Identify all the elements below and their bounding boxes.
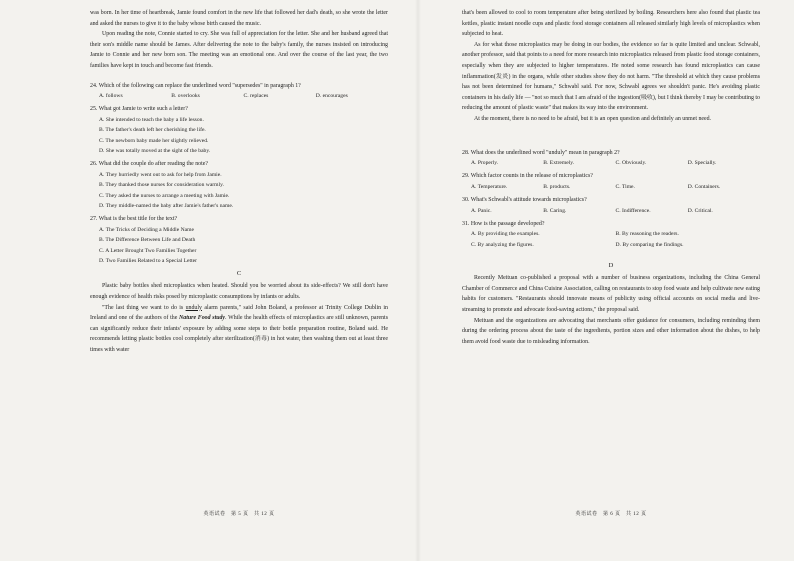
option-b[interactable]: B. By reasoning the readers.	[615, 231, 679, 238]
page-footer: 英语试卷 第 5 页 共 12 页	[203, 512, 275, 517]
question-31	[462, 219, 760, 250]
question-stem: 30. What's Schwabl's attitude towards microplastics?	[462, 197, 587, 204]
question-stem: 27. What is the best title for the text?	[90, 216, 178, 223]
text-segment: alarm parents," said John Boland, a professor at Trinity College Dublin in Ireland and one of the authors of the	[90, 304, 388, 322]
option-c[interactable]: C. They asked the nurses to arrange a meeting with Jamie.	[99, 192, 230, 199]
question-stem: 31. How is the passage developed?	[462, 220, 545, 227]
question-29	[462, 171, 760, 192]
options-row	[462, 240, 760, 250]
option-b[interactable]: B. Extremely.	[543, 159, 575, 166]
option-a[interactable]: A. They hurriedly went out to ask for help from Jamie.	[99, 171, 222, 178]
passage-c-cont-paragraph-1: that's been allowed to cool to room temperature after being sterilized by boiling. Researchers here also found that plastic tea kettles, plastic instant noodle cups and plastic food storage containers all released similarly high levels of microplastics when subjected to heat.	[462, 10, 760, 38]
question-30	[462, 195, 760, 216]
option-d[interactable]: D. Critical.	[687, 207, 713, 214]
option-b[interactable]: B. The Difference Between Life and Death	[99, 237, 196, 244]
option-a[interactable]: A. She intended to teach the baby a life lesson.	[99, 116, 204, 123]
passage-d-paragraph-1: Recently Meituan co-published a proposal with a number of business organizations, including the China General Chamber of Commerce and China Cuisine Association, calling on restaurants to stop food waste and help cultivate new eating habits for customers. "Restaurants should innovate means of publicity using official accounts on social media and live-streaming to promote and advocate food-saving actions," the proposal said.	[462, 275, 760, 313]
question-stem: 26. What did the couple do after reading the note?	[90, 161, 208, 168]
option-d[interactable]: D. By comparing the findings.	[615, 241, 684, 248]
option-a[interactable]: A. Properly.	[471, 159, 499, 166]
section-c-heading: C	[236, 270, 242, 278]
option-c[interactable]: C. Obviously.	[615, 159, 647, 166]
option-b[interactable]: B. products.	[543, 183, 571, 190]
option-d[interactable]: D. Two Families Related to a Special Letter	[99, 258, 197, 265]
option-a[interactable]: A. The Tricks of Deciding a Middle Name	[99, 226, 194, 233]
options-row	[462, 182, 760, 192]
page-gutter	[415, 0, 421, 561]
left-page	[90, 8, 388, 561]
passage-c-cont-paragraph-2: As for what those microplastics may be doing in our bodies, the evidence so far is quite limited and unclear. Schwabl, another professor, said that points to a need for more research into microplastics released from plastic food storage containers, especially when they are subjected to higher temperatures. He noted some research has found microplastics can cause inflammation(发炎) in the organs, while other studies show they do not harm. "The threshold at which they cause problems has not been determined for humans," Schwabl said. For now, Schwabl agrees we shouldn't panic. He's avoiding plastic containers in his daily life — "not so much that I am afraid of the ingestion(吸收), but I think thereby I may be contributing to reducing the amount of plastic waste" that makes its way into the environment.	[462, 41, 760, 112]
option-a[interactable]: A. Temperature.	[471, 183, 508, 190]
option-c[interactable]: C. The newborn baby made her slightly relieved.	[99, 137, 209, 144]
passage-c-cont-paragraph-3: At the moment, there is no need to be afraid, but it is an open question and definitely an unmet need.	[474, 115, 712, 122]
question-stem: 28. What does the underlined word "unduly" mean in paragraph 2?	[462, 149, 620, 156]
options-row	[90, 91, 388, 101]
question-24	[90, 81, 388, 102]
text-segment: "The last thing we want to do is	[102, 304, 186, 311]
option-a[interactable]: A. follows	[99, 92, 123, 99]
question-26	[90, 159, 388, 211]
question-25	[90, 104, 388, 156]
option-c[interactable]: C. A Letter Brought Two Families Together	[99, 247, 197, 254]
page-footer: 英语试卷 第 6 页 共 12 页	[575, 512, 647, 517]
passage-b-paragraph-1: was born. In her time of heartbreak, Jamie found comfort in the new life that followed her dad's death, so she wrote the letter and asked the nurses to give it to the baby whose birth caused the music.	[90, 10, 388, 27]
option-b[interactable]: B. The father's death left her cherishing the life.	[99, 127, 206, 134]
question-stem: 29. Which factor counts in the release of microplastics?	[462, 173, 593, 180]
option-d[interactable]: D. encourages	[315, 92, 348, 99]
options-row	[462, 158, 760, 168]
options-row	[462, 229, 760, 239]
section-d-heading: D	[608, 262, 614, 270]
option-d[interactable]: D. She was totally moved at the sight of the baby.	[99, 148, 211, 154]
option-d[interactable]: D. Containers.	[687, 183, 721, 190]
option-b[interactable]: B. overlooks	[171, 92, 200, 99]
question-stem: 25. What got Jamie to write such a letter?	[90, 106, 188, 113]
option-a[interactable]: A. By providing the examples.	[471, 231, 540, 238]
option-c[interactable]: C. Indifference.	[615, 207, 651, 214]
question-stem: 24. Which of the following can replace the underlined word "supersedes" in paragraph 1?	[90, 82, 301, 89]
journal-name: Nature Food study	[179, 315, 226, 322]
question-27	[90, 214, 388, 266]
passage-c-paragraph-1: Plastic baby bottles shed microplastics when heated. Should you be worried about its side-effects? We still don't have enough evidence of health risks posed by microplastic consumptions by infants or adults.	[90, 283, 388, 301]
option-d[interactable]: D. They middle-named the baby after Jamie's father's name.	[99, 203, 234, 210]
right-page	[462, 8, 760, 561]
option-b[interactable]: B. They thanked those nurses for consideration warmly.	[99, 182, 224, 189]
option-c[interactable]: C. replaces	[243, 92, 269, 99]
passage-b-paragraph-2: Upon reading the note, Connie started to cry. She was full of appreciation for the letter. She and her husband agreed that their son's middle name should be James. After delivering the note to the baby's family, the nurses insisted on introducing Jamie to Connie and her new born son. The meeting was an emotional one. And over the course of the last year, the two families have kept in touch and become fast friends.	[90, 31, 388, 69]
options-row	[462, 206, 760, 216]
passage-c-paragraph-2	[90, 303, 388, 356]
option-a[interactable]: A. Panic.	[471, 207, 492, 214]
underlined-word: unduly	[185, 304, 202, 311]
option-c[interactable]: C. Time.	[615, 183, 635, 190]
question-28	[462, 148, 760, 169]
option-d[interactable]: D. Specially.	[687, 159, 717, 166]
text-segment: . While the health effects of microplastics are still unknown, parents can significantly reduce their infants' exposure by adding some steps to their bottle preparation routine, Boland said. He recommends letting plastic bottles cool completely after sterilization(消毒) in hot water, then washing them out at least three times with water	[90, 315, 388, 354]
option-c[interactable]: C. By analyzing the figures.	[471, 241, 534, 248]
option-b[interactable]: B. Caring.	[543, 207, 567, 214]
passage-d-paragraph-2: Meituan and the organizations are advocating that merchants offer guidance for consumers, including reminding them during the ordering process about the taste of the ingredients, portion sizes and other information about the dishes, to help them avoid food waste due to misleading information.	[462, 317, 760, 345]
